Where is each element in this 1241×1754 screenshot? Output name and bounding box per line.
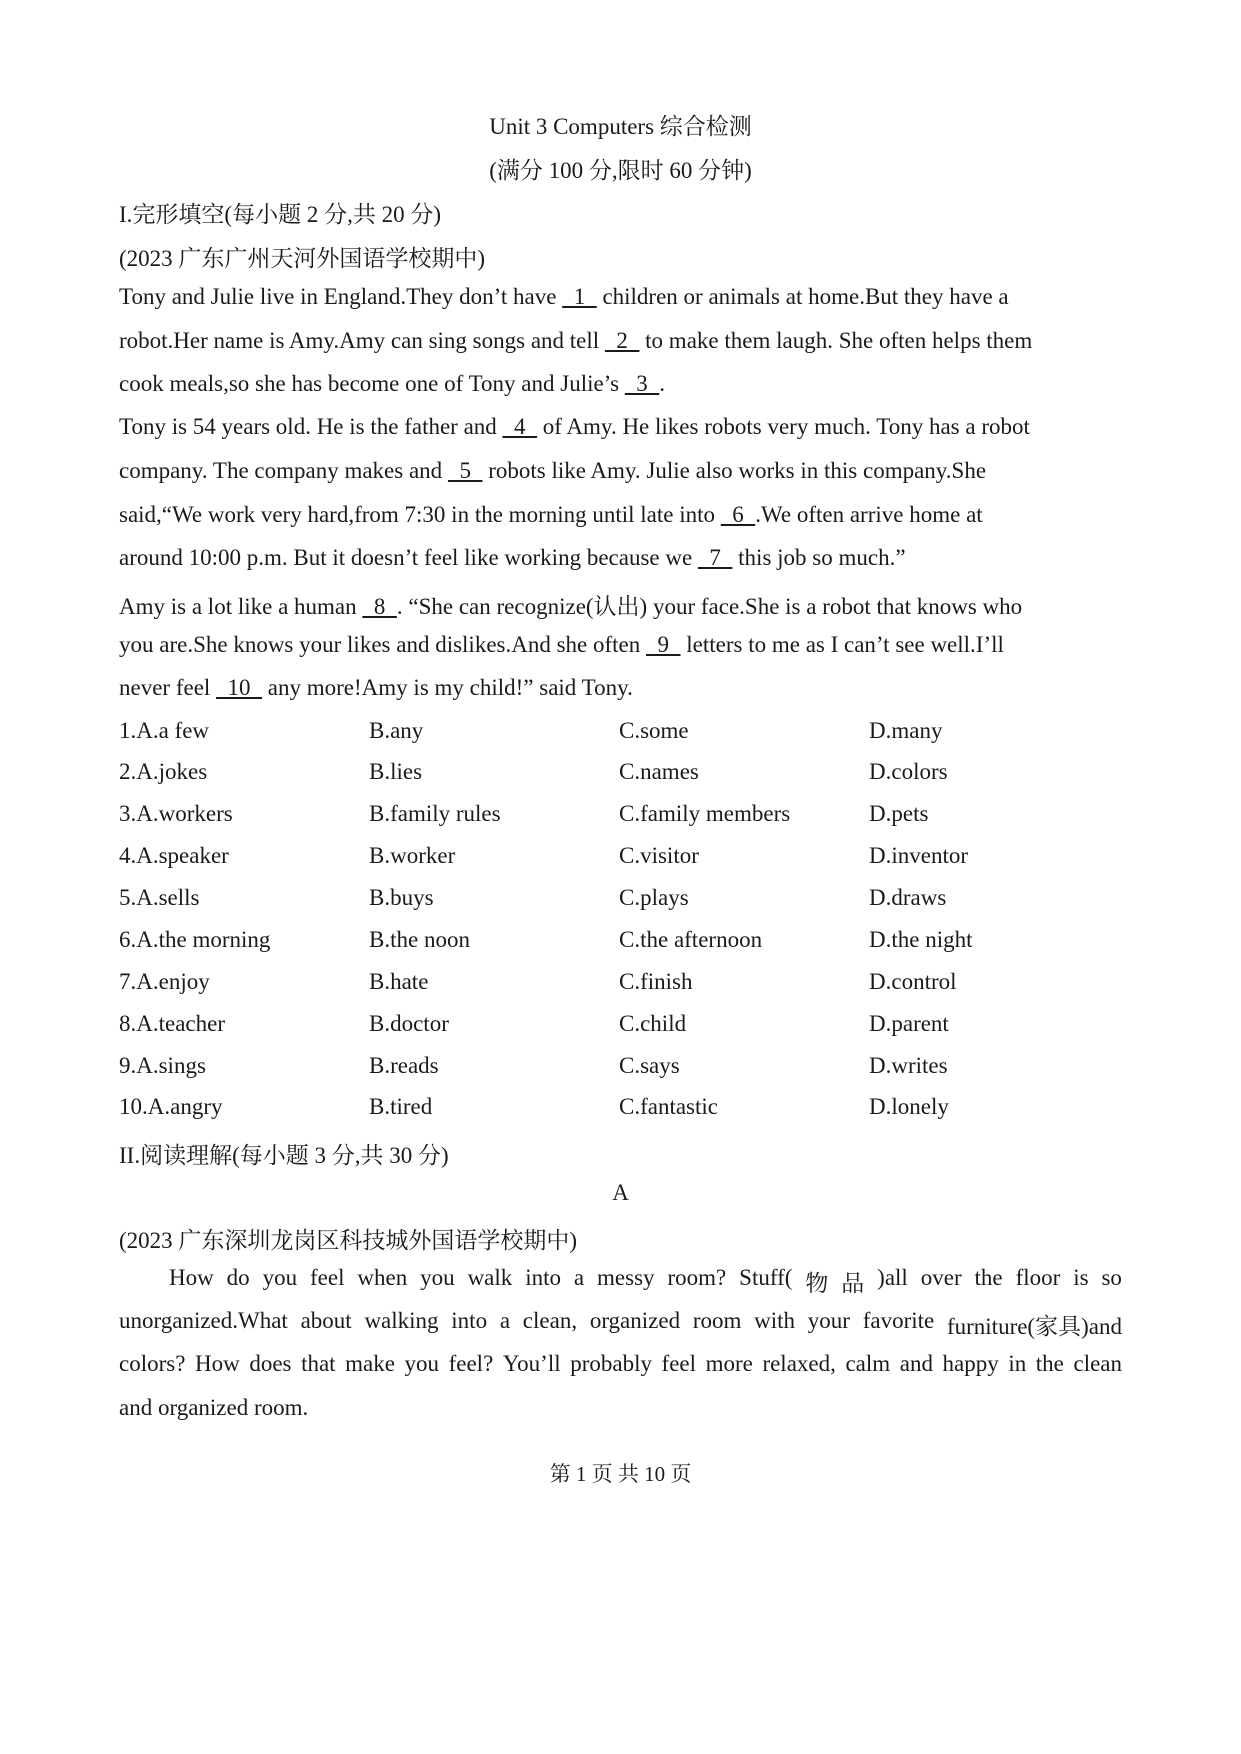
section1-heading: I.完形填空(每小题 2 分,共 20 分): [119, 202, 441, 227]
option-6c: C.the afternoon: [619, 927, 763, 952]
option-8b: B.doctor: [369, 1011, 449, 1036]
option-3a: 3.A.workers: [119, 801, 233, 826]
paragraph-line: [119, 1351, 1122, 1377]
word: walk: [467, 1265, 513, 1290]
option-6d: D.the night: [869, 927, 973, 952]
word: so: [1101, 1265, 1122, 1290]
word: is: [1073, 1265, 1089, 1290]
word: the: [974, 1265, 1003, 1290]
word: that: [301, 1351, 336, 1376]
word: colors?: [119, 1351, 186, 1376]
option-9b: B.reads: [369, 1053, 439, 1078]
word: organized: [589, 1308, 681, 1333]
word: How: [169, 1265, 214, 1290]
blank-9: 9: [646, 632, 681, 657]
word: about: [300, 1308, 352, 1333]
word: when: [357, 1265, 408, 1290]
option-4c: C.visitor: [619, 843, 699, 868]
blank-5: 5: [447, 458, 483, 483]
option-5d: D.draws: [869, 885, 947, 910]
word: do: [226, 1265, 250, 1290]
option-7c: C.finish: [619, 969, 693, 994]
word: and: [899, 1351, 933, 1376]
word: over: [920, 1265, 962, 1290]
word: does: [249, 1351, 292, 1376]
page-title: Unit 3 Computers 综合检测: [489, 114, 752, 139]
section1-source: (2023 广东广州天河外国语学校期中): [119, 246, 486, 271]
blank-6: 6: [720, 502, 756, 527]
option-3b: B.family rules: [369, 801, 501, 826]
option-5a: 5.A.sells: [119, 885, 200, 910]
option-6b: B.the noon: [369, 927, 470, 952]
page-subtitle: (满分 100 分,限时 60 分钟): [489, 158, 752, 183]
option-3c: C.family members: [619, 801, 791, 826]
word: floor: [1015, 1265, 1061, 1290]
passage-line: cook meals,so she has become one of Tony and Julie’s 3 .: [119, 371, 666, 396]
option-2d: D.colors: [869, 759, 948, 784]
word: calm: [845, 1351, 891, 1376]
option-4a: 4.A.speaker: [119, 843, 229, 868]
word: make: [345, 1351, 395, 1376]
blank-2: 2: [604, 328, 640, 353]
option-9a: 9.A.sings: [119, 1053, 206, 1078]
option-4d: D.inventor: [869, 843, 969, 868]
word: room?: [667, 1265, 727, 1290]
word: room: [692, 1308, 742, 1333]
option-7a: 7.A.enjoy: [119, 969, 210, 994]
word: you: [420, 1265, 455, 1290]
option-10d: D.lonely: [869, 1094, 949, 1119]
word: your: [807, 1308, 850, 1333]
option-1c: C.some: [619, 718, 689, 743]
blank-3: 3: [624, 371, 660, 396]
passage-line: Tony and Julie live in England.They don’t have 1 children or animals at home.But they have a: [119, 284, 1009, 309]
word: you: [262, 1265, 298, 1290]
option-5b: B.buys: [369, 885, 434, 910]
option-10a: 10.A.angry: [119, 1094, 223, 1119]
section2-heading: II.阅读理解(每小题 3 分,共 30 分): [119, 1143, 449, 1168]
word: feel: [310, 1265, 345, 1290]
option-1d: D.many: [869, 718, 943, 743]
word: favorite: [862, 1308, 935, 1333]
word: a: [573, 1265, 585, 1290]
option-10b: B.tired: [369, 1094, 433, 1119]
word: a: [499, 1308, 511, 1333]
option-2c: C.names: [619, 759, 699, 784]
blank-10: 10: [216, 675, 263, 700]
blank-7: 7: [697, 545, 733, 570]
word: )all: [877, 1265, 908, 1290]
option-7d: D.control: [869, 969, 957, 994]
passage-line: you are.She knows your likes and dislikes.And she often 9 letters to me as I can’t see well.I’ll: [119, 632, 1004, 657]
word: the: [1035, 1351, 1064, 1376]
option-8a: 8.A.teacher: [119, 1011, 225, 1036]
option-4b: B.worker: [369, 843, 456, 868]
word: clean: [1073, 1351, 1122, 1376]
blank-4: 4: [502, 414, 538, 439]
paragraph-line: [169, 1265, 1122, 1298]
word: 物: [805, 1271, 829, 1296]
word: you: [404, 1351, 440, 1376]
word: Stuff(: [739, 1265, 793, 1290]
option-2b: B.lies: [369, 759, 423, 784]
paragraph-line: [119, 1308, 1122, 1341]
word: with: [754, 1308, 796, 1333]
passage-line: around 10:00 p.m. But it doesn’t feel like working because we 7 this job so much.”: [119, 545, 906, 570]
option-9c: C.says: [619, 1053, 680, 1078]
word: feel?: [448, 1351, 494, 1376]
option-10c: C.fantastic: [619, 1094, 718, 1119]
option-1a: 1.A.a few: [119, 718, 210, 743]
word: furniture(家具)and: [946, 1314, 1122, 1339]
option-1b: B.any: [369, 718, 424, 743]
page-footer: 第 1 页 共 10 页: [549, 1462, 692, 1486]
word: into: [525, 1265, 561, 1290]
passage-line: robot.Her name is Amy.Amy can sing songs and tell 2 to make them laugh. She often helps them: [119, 328, 1033, 353]
option-9d: D.writes: [869, 1053, 948, 1078]
word: 品: [841, 1271, 865, 1296]
word: You’ll: [502, 1351, 561, 1376]
word: more: [705, 1351, 753, 1376]
word: happy: [942, 1351, 999, 1376]
blank-1: 1: [562, 284, 597, 309]
word: unorganized.What: [119, 1308, 288, 1333]
passage-line: company. The company makes and 5 robots like Amy. Julie also works in this company.She: [119, 458, 987, 483]
word: walking: [364, 1308, 439, 1333]
option-8d: D.parent: [869, 1011, 949, 1036]
word: How: [195, 1351, 240, 1376]
passage-line: said,“We work very hard,from 7:30 in the morning until late into 6 .We often arrive home at: [119, 502, 983, 527]
word: clean,: [522, 1308, 578, 1333]
passage-line: never feel 10 any more!Amy is my child!” said Tony.: [119, 675, 633, 700]
paragraph-line: and organized room.: [119, 1395, 309, 1420]
passage-line: Amy is a lot like a human 8 . “She can recognize(认出) your face.She is a robot that knows who: [119, 594, 1023, 619]
passage-label: A: [612, 1180, 629, 1205]
word: probably: [570, 1351, 652, 1376]
option-8c: C.child: [619, 1011, 687, 1036]
word: relaxed,: [762, 1351, 836, 1376]
option-3d: D.pets: [869, 801, 929, 826]
passage-line: Tony is 54 years old. He is the father and 4 of Amy. He likes robots very much. Tony has a robot: [119, 414, 1030, 439]
option-7b: B.hate: [369, 969, 429, 994]
option-2a: 2.A.jokes: [119, 759, 208, 784]
word: feel: [661, 1351, 697, 1376]
option-5c: C.plays: [619, 885, 689, 910]
section2-source: (2023 广东深圳龙岗区科技城外国语学校期中): [119, 1228, 578, 1253]
word: messy: [597, 1265, 655, 1290]
word: in: [1008, 1351, 1027, 1376]
blank-8: 8: [362, 594, 397, 619]
word: into: [451, 1308, 488, 1333]
option-6a: 6.A.the morning: [119, 927, 271, 952]
